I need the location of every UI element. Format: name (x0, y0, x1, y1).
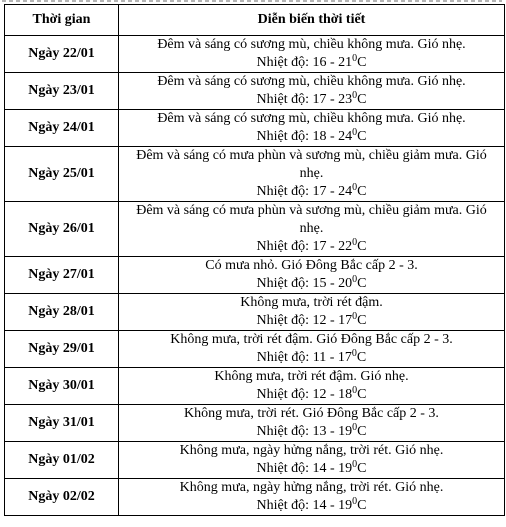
date-cell: Ngày 23/01 (5, 73, 119, 110)
temperature-unit: C (357, 129, 367, 144)
clipped-text-line (2, 0, 502, 2)
temperature-label: Nhiệt độ: (256, 350, 310, 365)
weather-forecast-table (4, 4, 505, 516)
degree-mark: 0 (352, 127, 358, 138)
weather-description: Không mưa, trời rét. Gió Đông Bắc cấp 2 - 3. (184, 406, 439, 421)
temperature-value: 16 - 21 (312, 55, 353, 70)
temperature-unit: C (357, 239, 367, 254)
weather-description: Không mưa, ngày hửng nắng, trời rét. Gió nhẹ. (179, 480, 444, 495)
degree-mark: 0 (352, 237, 358, 248)
degree-mark: 0 (352, 496, 358, 507)
date-cell: Ngày 31/01 (5, 405, 119, 442)
forecast-column-header: Diễn biến thời tiết (119, 5, 505, 36)
temperature-value: 17 - 22 (312, 239, 353, 254)
temperature-label: Nhiệt độ: (256, 276, 309, 291)
table-row (5, 257, 505, 294)
degree-mark: 0 (352, 182, 358, 193)
temperature-unit: C (357, 313, 367, 328)
degree-mark: 0 (351, 348, 357, 359)
table-row (5, 36, 505, 73)
temperature-unit: C (357, 55, 367, 70)
temperature-unit: C (357, 387, 367, 402)
weather-description: Không mưa, ngày hửng nắng, trời rét. Gió nhẹ. (179, 443, 444, 458)
date-cell: Ngày 01/02 (5, 442, 119, 479)
weather-description: Không mưa, trời rét đậm. Gió Đông Bắc cấp 2 - 3. (170, 332, 453, 347)
temperature-unit: C (357, 498, 367, 513)
forecast-cell (119, 110, 505, 147)
table-row (5, 294, 505, 331)
date-cell: Ngày 02/02 (5, 479, 119, 516)
forecast-cell (119, 368, 505, 405)
temperature-label: Nhiệt độ: (256, 313, 309, 328)
date-column-header: Thời gian (5, 5, 119, 36)
temperature-unit: C (357, 461, 367, 476)
temperature-value: 13 - 19 (312, 424, 353, 439)
temperature-value: 15 - 20 (312, 276, 353, 291)
temperature-label: Nhiệt độ: (256, 498, 309, 513)
forecast-cell (119, 36, 505, 73)
weather-description: Đêm và sáng có mưa phùn và sương mù, chiều giảm mưa. Gió nhẹ. (136, 203, 487, 236)
temperature-value: 14 - 19 (312, 461, 353, 476)
table-row (5, 110, 505, 147)
degree-mark: 0 (352, 422, 358, 433)
degree-mark: 0 (352, 385, 358, 396)
degree-mark: 0 (352, 311, 358, 322)
forecast-cell (119, 202, 505, 257)
temperature-label: Nhiệt độ: (256, 184, 309, 199)
date-cell: Ngày 22/01 (5, 36, 119, 73)
degree-mark: 0 (352, 53, 358, 64)
temperature-value: 17 - 23 (312, 92, 353, 107)
table-row (5, 479, 505, 516)
weather-description: Đêm và sáng có sương mù, chiều không mưa. Gió nhẹ. (157, 74, 466, 89)
weather-description: Đêm và sáng có sương mù, chiều không mưa. Gió nhẹ. (157, 111, 466, 126)
temperature-value: 18 - 24 (312, 129, 353, 144)
weather-description: Không mưa, trời rét đậm. (240, 295, 383, 310)
weather-description: Có mưa nhỏ. Gió Đông Bắc cấp 2 - 3. (205, 258, 418, 273)
temperature-label: Nhiệt độ: (256, 424, 309, 439)
temperature-value: 11 - 17 (312, 350, 352, 365)
temperature-label: Nhiệt độ: (256, 461, 309, 476)
forecast-cell (119, 405, 505, 442)
temperature-unit: C (357, 424, 367, 439)
temperature-value: 12 - 18 (312, 387, 353, 402)
table-row (5, 147, 505, 202)
degree-mark: 0 (352, 274, 358, 285)
weather-description: Đêm và sáng có sương mù, chiều không mưa. Gió nhẹ. (157, 37, 466, 52)
forecast-cell (119, 331, 505, 368)
date-cell: Ngày 24/01 (5, 110, 119, 147)
temperature-label: Nhiệt độ: (256, 387, 309, 402)
table-row (5, 368, 505, 405)
date-cell: Ngày 25/01 (5, 147, 119, 202)
weather-description: Đêm và sáng có mưa phùn và sương mù, chiều giảm mưa. Gió nhẹ. (136, 148, 487, 181)
table-row (5, 202, 505, 257)
forecast-cell (119, 147, 505, 202)
temperature-unit: C (357, 184, 367, 199)
table-header-row (5, 5, 505, 36)
date-cell: Ngày 27/01 (5, 257, 119, 294)
forecast-cell (119, 294, 505, 331)
temperature-label: Nhiệt độ: (256, 55, 309, 70)
temperature-value: 12 - 17 (312, 313, 353, 328)
temperature-unit: C (357, 92, 367, 107)
temperature-value: 14 - 19 (312, 498, 353, 513)
weather-description: Không mưa, trời rét đậm. Gió nhẹ. (214, 369, 409, 384)
date-cell: Ngày 28/01 (5, 294, 119, 331)
date-cell: Ngày 30/01 (5, 368, 119, 405)
temperature-value: 17 - 24 (312, 184, 353, 199)
degree-mark: 0 (352, 459, 358, 470)
temperature-unit: C (356, 350, 367, 365)
table-row (5, 331, 505, 368)
temperature-label: Nhiệt độ: (256, 92, 309, 107)
date-cell: Ngày 29/01 (5, 331, 119, 368)
temperature-label: Nhiệt độ: (256, 129, 309, 144)
table-row (5, 73, 505, 110)
table-row (5, 405, 505, 442)
temperature-unit: C (357, 276, 367, 291)
forecast-cell (119, 442, 505, 479)
forecast-cell (119, 479, 505, 516)
forecast-cell (119, 73, 505, 110)
forecast-cell (119, 257, 505, 294)
table-row (5, 442, 505, 479)
degree-mark: 0 (352, 90, 358, 101)
temperature-label: Nhiệt độ: (256, 239, 309, 254)
date-cell: Ngày 26/01 (5, 202, 119, 257)
